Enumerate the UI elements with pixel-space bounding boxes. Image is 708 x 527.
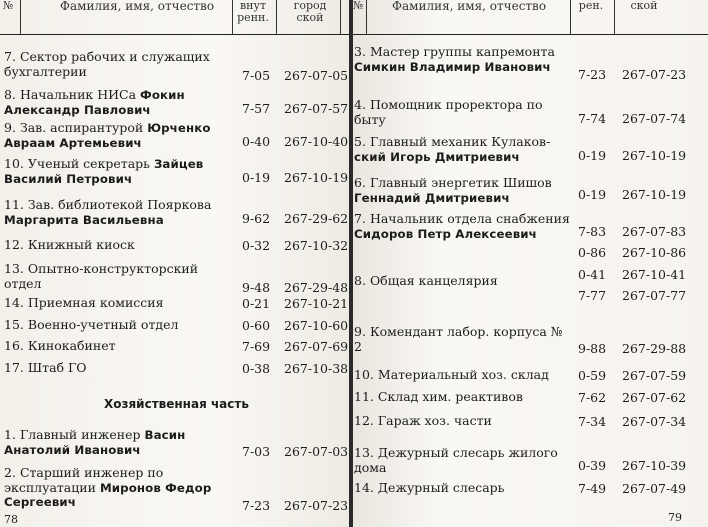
entry-person-name: Маргарита Васильевна [4,212,164,227]
entry-title: Дежурный слесарь [377,480,505,495]
internal-phone-2: 0-86 [578,245,607,260]
right-page [352,0,708,527]
internal-phone: 7-23 [578,67,607,82]
entry-text [354,368,572,383]
column-header [0,0,350,35]
entry-text [4,339,236,354]
city-phone: 267-10-19 [284,170,349,185]
entry-number: 11. [354,389,374,404]
entry-person-name: Миронов Федор Сергеевич [4,480,212,509]
page-number: 79 [668,511,682,524]
entry-text [4,88,236,117]
entry-person-name: Васин Анатолий Иванович [4,428,186,457]
city-phone: 267-07-69 [284,339,349,354]
internal-phone: 7-57 [242,101,271,116]
header-divider [232,0,233,34]
city-phone-2: 267-07-77 [622,288,687,303]
entry-title: Мастер группы капремонта [369,44,555,59]
entry-number: 3. [354,44,366,59]
city-phone: 267-29-48 [284,280,349,295]
city-phone: 267-10-40 [284,134,349,149]
entry-text [354,98,572,127]
header-divider [366,0,367,34]
internal-phone: 7-62 [578,390,607,405]
entry-title: Сектор рабочих и служащих бухгалтерии [4,49,210,79]
entry-text [4,262,236,291]
entry-title: Ученый секретарь [27,156,150,171]
entry-title: Склад хим. реактивов [377,389,523,404]
header-internal: рен. [578,0,604,12]
entry-text [354,135,572,164]
entry-number: 15. [4,317,24,332]
entry-number: 11. [4,197,24,212]
entry-text [4,50,236,79]
city-phone: 267-07-03 [284,444,349,459]
entry-title: Главный механик Кулаков- [369,134,551,149]
internal-phone: 9-88 [578,341,607,356]
entry-number: 13. [4,261,24,276]
city-phone: 267-07-23 [622,67,687,82]
internal-phone: 7-83 [578,224,607,239]
entry-number: 8. [4,87,16,102]
entry-text [354,446,572,475]
internal-phone: 7-49 [578,481,607,496]
entry-text [354,390,572,405]
internal-phone: 7-34 [578,414,607,429]
header-city: ской [630,0,658,12]
header-internal: внут ренн. [237,0,269,25]
internal-phone: 7-69 [242,339,271,354]
internal-phone: 0-32 [242,238,271,253]
header-divider [570,0,571,34]
entry-number: 10. [354,367,374,382]
city-phone: 267-10-19 [622,187,687,202]
entry-title: Зав. аспирантурой [19,120,144,135]
entry-person-name: Симкин Владимир Иванович [354,59,551,74]
entry-text [354,414,572,429]
internal-phone-2: 7-77 [578,288,607,303]
internal-phone: 7-05 [242,68,271,83]
entry-text [4,296,236,311]
entry-text [354,325,572,354]
entry-title: Начальник НИСа [19,87,137,102]
entry-text [354,481,572,496]
city-phone: 267-10-32 [284,238,349,253]
entry-text [354,45,572,74]
entry-title: Зав. библиотекой Пояркова [27,197,212,212]
header-city: город ской [293,0,327,25]
internal-phone: 7-03 [242,444,271,459]
entry-text [4,238,236,253]
entry-number: 9. [354,324,366,339]
city-phone: 267-07-74 [622,111,687,126]
entry-person-name: Сидоров Петр Алексеевич [354,226,537,241]
entry-number: 10. [4,156,24,171]
internal-phone: 0-60 [242,318,271,333]
header-number: № [353,0,364,12]
entry-number: 14. [4,295,24,310]
entry-person-name: Геннадий Дмитриевич [354,190,510,205]
internal-phone: 7-23 [242,498,271,513]
header-divider [20,0,21,34]
entry-title: Общая канцелярия [369,273,498,288]
entry-title: Книжный киоск [27,237,135,252]
entry-title: Военно-учетный отдел [27,317,179,332]
city-phone: 267-07-49 [622,481,687,496]
header-divider [340,0,341,34]
entry-person-name: ский Игорь Дмитриевич [354,149,520,164]
entry-text [4,428,236,457]
internal-phone: 9-62 [242,211,271,226]
entry-text [4,157,236,186]
internal-phone: 0-38 [242,361,271,376]
entry-number: 1. [4,427,16,442]
internal-phone: 0-41 [578,267,607,282]
entry-title: Дежурный слесарь жилого дома [354,445,558,475]
entry-person-name: Юрченко Авраам Артемьевич [4,121,211,150]
entry-title: Опытно-конструкторский отдел [4,261,199,291]
entry-title: Старший инженер по эксплуатации [4,465,164,495]
entry-number: 14. [354,480,374,495]
entry-text [4,466,236,510]
entry-number: 9. [4,120,16,135]
internal-phone: 0-21 [242,296,271,311]
internal-phone: 0-59 [578,368,607,383]
entry-person-name: Зайцев Василий Петрович [4,157,204,186]
internal-phone: 9-48 [242,280,271,295]
left-page [0,0,350,527]
city-phone: 267-10-19 [622,148,687,163]
entry-number: 2. [4,465,16,480]
city-phone: 267-10-41 [622,267,687,282]
city-phone: 267-10-60 [284,318,349,333]
header-divider [276,0,277,34]
city-phone: 267-29-62 [284,211,349,226]
entry-title: Гараж хоз. части [377,413,492,428]
entry-text [4,318,236,333]
entry-title: Кинокабинет [27,338,116,353]
entry-text [4,361,236,376]
column-header [352,0,708,35]
entry-number: 13. [354,445,374,460]
header-divider [614,0,615,34]
entry-title: Главный энергетик Шишов [369,175,552,190]
header-name: Фамилия, имя, отчество [392,0,547,13]
entry-number: 7. [354,211,366,226]
internal-phone: 0-19 [578,148,607,163]
entry-number: 16. [4,338,24,353]
internal-phone: 0-40 [242,134,271,149]
entry-title: Материальный хоз. склад [377,367,549,382]
entry-number: 12. [4,237,24,252]
entry-number: 7. [4,49,16,64]
entry-number: 6. [354,175,366,190]
entry-text [354,176,572,205]
entry-title: Помощник проректора по быту [354,97,543,127]
entry-person-name: Фокин Александр Павлович [4,88,185,117]
section-title: Хозяйственная часть [104,397,249,411]
entry-title: Главный инженер [19,427,141,442]
city-phone: 267-07-57 [284,101,349,116]
entry-title: Штаб ГО [27,360,87,375]
entry-text [4,121,236,150]
entry-title: Начальник отдела снабжения [369,211,570,226]
city-phone: 267-07-62 [622,390,687,405]
internal-phone: 7-74 [578,111,607,126]
entry-title: Приемная комиссия [27,295,164,310]
internal-phone: 0-19 [578,187,607,202]
city-phone-2: 267-10-86 [622,245,687,260]
page-number: 78 [4,513,18,526]
city-phone: 267-10-38 [284,361,349,376]
entry-text [4,198,236,227]
entry-number: 8. [354,273,366,288]
internal-phone: 0-39 [578,458,607,473]
city-phone: 267-07-83 [622,224,687,239]
header-name: Фамилия, имя, отчество [60,0,215,13]
city-phone: 267-10-21 [284,296,349,311]
entry-number: 17. [4,360,24,375]
city-phone: 267-07-34 [622,414,687,429]
book-gutter [349,0,353,527]
city-phone: 267-29-88 [622,341,687,356]
internal-phone: 0-19 [242,170,271,185]
entry-number: 5. [354,134,366,149]
city-phone: 267-07-59 [622,368,687,383]
city-phone: 267-07-05 [284,68,349,83]
entry-number: 4. [354,97,366,112]
entry-title: Комендант лабор. корпуса № 2 [354,324,563,354]
header-number: № [3,0,14,12]
entry-text [354,212,572,241]
entry-number: 12. [354,413,374,428]
city-phone: 267-07-23 [284,498,349,513]
entry-text [354,274,572,289]
city-phone: 267-10-39 [622,458,687,473]
